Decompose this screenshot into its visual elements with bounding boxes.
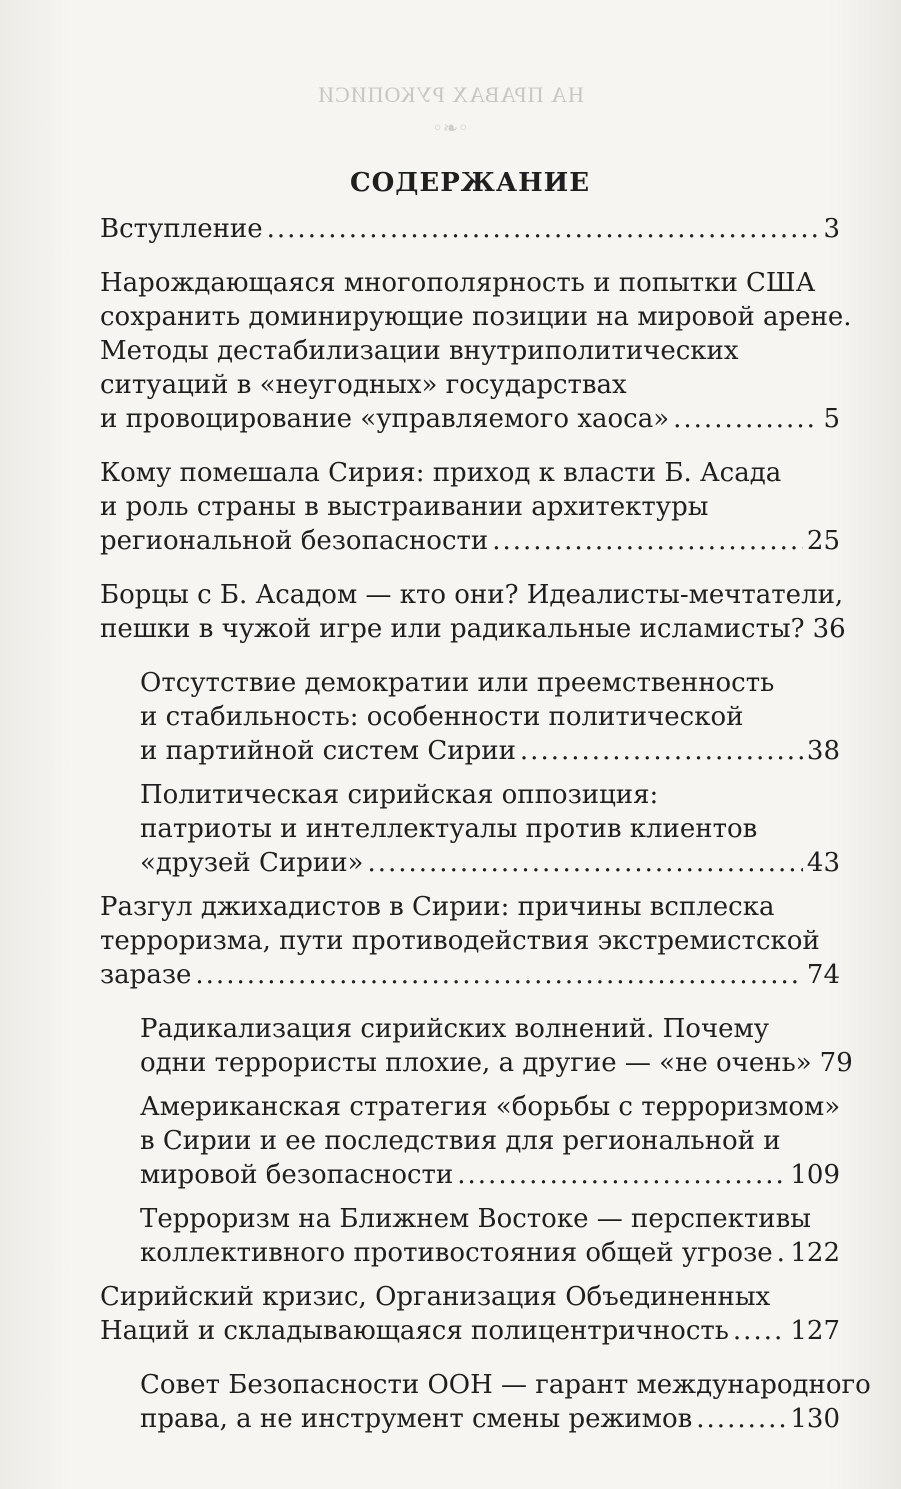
dot-leader (696, 1402, 786, 1436)
toc-entry-final-line (100, 402, 840, 436)
toc-entries (100, 212, 871, 1436)
toc-entry-text: мировой безопасности (140, 1160, 454, 1190)
page-number: 79 (819, 1048, 853, 1078)
toc-entry (100, 212, 840, 246)
page-number: 38 (806, 736, 840, 766)
toc-entry (100, 266, 852, 436)
toc-entry-final-line (140, 734, 840, 768)
toc-subentry (140, 1202, 840, 1270)
toc-entry-text: Отсутствие демократии или преемственность (140, 668, 775, 698)
dot-leader (457, 1158, 786, 1192)
toc-entry-text: Сирийский кризис, Организация Объединенных (100, 1282, 771, 1312)
toc-entry-final-line (140, 1402, 840, 1436)
toc-entry-text: пешки в чужой игре или радикальные исламисты? (100, 614, 805, 644)
dot-leader (492, 524, 803, 558)
page-number: 130 (790, 1404, 840, 1434)
toc-entry-final-line (100, 1314, 840, 1348)
toc-subentry (140, 1090, 840, 1192)
toc-entry-text: Терроризм на Ближнем Востоке — перспективы (140, 1204, 811, 1234)
toc-entry-text: Радикализация сирийских волнений. Почему (140, 1014, 770, 1044)
dot-leader (267, 212, 820, 246)
toc-entry-text: в Сирии и ее последствия для региональной и (140, 1126, 781, 1156)
toc-entry-text: Совет Безопасности ООН — гарант международного (140, 1370, 871, 1400)
toc-entry-text: терроризма, пути противодействия экстремистской (100, 926, 820, 956)
toc-entry-final-line (140, 846, 840, 880)
toc-entry-text: Кому помешала Сирия: приход к власти Б. Асада (100, 458, 782, 488)
toc-subentry (140, 666, 840, 768)
table-of-contents (100, 168, 871, 1446)
page-number: 36 (812, 614, 846, 644)
page-number: 74 (806, 960, 840, 990)
toc-title: СОДЕРЖАНИЕ (349, 168, 591, 198)
show-through-ornament: ◦❧◦ (432, 118, 469, 139)
toc-entry-final-line (140, 1158, 840, 1192)
show-through-header: НА ПРАВАХ РУКОПИСИ (317, 82, 584, 107)
toc-entry-text: Наций и складывающаяся полицентричность (100, 1316, 729, 1346)
toc-entry (100, 1280, 840, 1348)
toc-subentry (140, 1012, 853, 1080)
page-number: 43 (806, 848, 840, 878)
toc-entry-text: ситуаций в «неугодных» государствах (100, 370, 627, 400)
page-number: 127 (790, 1316, 840, 1346)
toc-entry-text: Вступление (100, 214, 263, 244)
page-number: 5 (823, 404, 840, 434)
page-number: 122 (790, 1238, 840, 1268)
dot-leader (195, 958, 803, 992)
toc-entry-text: Политическая сирийская оппозиция: (140, 780, 659, 810)
toc-entry-final-line (100, 612, 846, 646)
toc-entry (100, 456, 840, 558)
toc-entry-text: и стабильность: особенности политической (140, 702, 744, 732)
toc-entry-text: заразе (100, 960, 192, 990)
toc-entry-text: и провоцирование «управляемого хаоса» (100, 404, 670, 434)
dot-leader (777, 1236, 787, 1270)
toc-entry-text: патриоты и интеллектуалы против клиентов (140, 814, 758, 844)
toc-entry-text: и роль страны в выстраивании архитектуры (100, 492, 709, 522)
page-number: 3 (823, 214, 840, 244)
toc-entry-text: права, а не инструмент смены режимов (140, 1404, 693, 1434)
toc-entry-text: сохранить доминирующие позиции на мировой арене. (100, 302, 852, 332)
toc-entry-text: и партийной систем Сирии (140, 736, 516, 766)
page-number: 25 (806, 526, 840, 556)
toc-entry-text: Американская стратегия «борьбы с терроризмом» (140, 1092, 841, 1122)
toc-entry-final-line (140, 1046, 853, 1080)
toc-entry-text: региональной безопасности (100, 526, 489, 556)
dot-leader (367, 846, 802, 880)
toc-entry-text: коллективного противостояния общей угрозе (140, 1238, 773, 1268)
toc-entry-final-line (140, 1236, 840, 1270)
toc-entry-text: Разгул джихадистов в Сирии: причины всплеска (100, 892, 775, 922)
toc-entry-final-line (100, 212, 840, 246)
toc-entry-text: «друзей Сирии» (140, 848, 364, 878)
dot-leader (673, 402, 819, 436)
toc-entry-final-line (100, 958, 840, 992)
toc-entry (100, 578, 846, 646)
toc-subentry (140, 1368, 871, 1436)
toc-entry-text: Методы дестабилизации внутриполитических (100, 336, 739, 366)
dot-leader (733, 1314, 786, 1348)
toc-entry-text: Борцы с Б. Асадом — кто они? Идеалисты-мечтатели, (100, 580, 844, 610)
toc-subentry (140, 778, 840, 880)
toc-entry-text: Нарождающаяся многополярность и попытки США (100, 268, 816, 298)
page-number: 109 (790, 1160, 840, 1190)
toc-entry-text: одни террористы плохие, а другие — «не очень» (140, 1048, 812, 1078)
toc-entry (100, 890, 840, 992)
toc-entry-final-line (100, 524, 840, 558)
dot-leader (520, 734, 803, 768)
